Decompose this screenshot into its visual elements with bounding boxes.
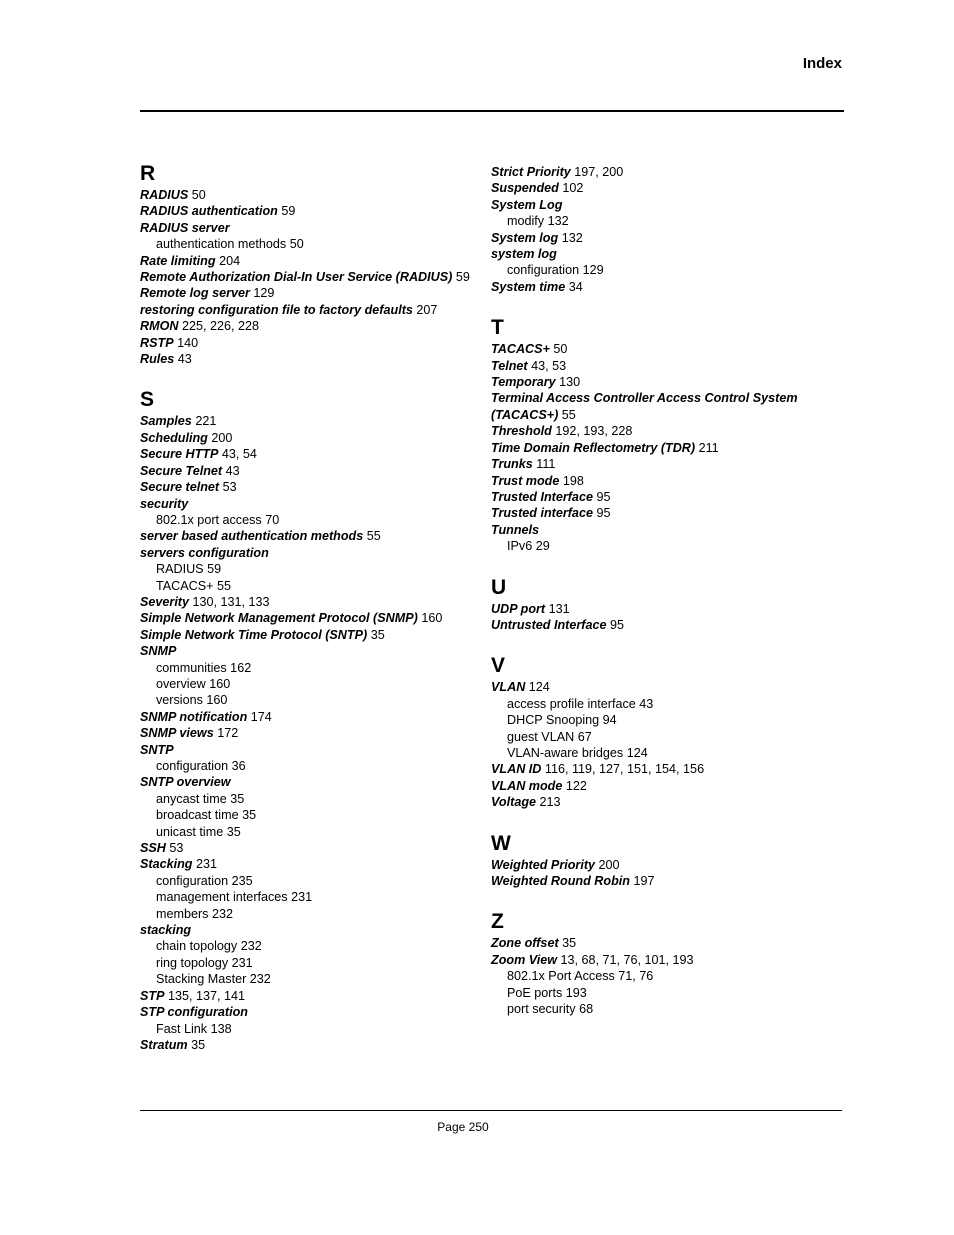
- index-page-numbers: 122: [565, 778, 587, 793]
- index-term: Tunnels: [491, 522, 540, 537]
- index-subentry: configuration 235: [156, 873, 253, 888]
- index-page-numbers: 43, 53: [531, 358, 567, 373]
- index-term: Samples: [140, 414, 192, 429]
- index-entry: [491, 873, 831, 889]
- index-entry: [140, 528, 490, 544]
- index-entry: [140, 1037, 490, 1053]
- index-term: security: [140, 496, 189, 511]
- index-term: VLAN ID: [491, 762, 542, 777]
- index-entry: [140, 988, 490, 1004]
- header-divider: [140, 110, 844, 112]
- index-subentry: guest VLAN 67: [507, 729, 592, 744]
- index-page-numbers: 211: [698, 440, 719, 455]
- index-term: Untrusted Interface: [491, 617, 607, 632]
- index-page-numbers: 13, 68, 71, 76, 101, 193: [560, 952, 694, 967]
- index-entry: [491, 778, 831, 794]
- index-term: Time Domain Reflectometry (TDR): [491, 440, 696, 455]
- index-page-numbers: 172: [217, 726, 239, 741]
- index-subentry: authentication methods 50: [156, 237, 304, 252]
- index-term: Severity: [140, 594, 190, 609]
- index-page-numbers: 213: [539, 795, 561, 810]
- index-page-numbers: 35: [370, 627, 385, 642]
- index-subentry: communities 162: [156, 660, 252, 675]
- index-entry: [491, 794, 831, 810]
- index-entry: [491, 473, 831, 489]
- index-entry: [140, 479, 490, 495]
- index-term: System log: [491, 230, 559, 245]
- index-term: UDP port: [491, 601, 546, 616]
- index-term: Weighted Round Robin: [491, 874, 630, 888]
- index-entry: [491, 761, 831, 777]
- index-page-numbers: 225, 226, 228: [181, 319, 260, 334]
- index-page-numbers: 59: [281, 204, 296, 219]
- index-term: Rules: [140, 352, 175, 367]
- index-entry: [491, 440, 831, 456]
- index-term: SNMP notification: [140, 709, 248, 724]
- index-term: stacking: [140, 923, 192, 938]
- index-term: Trunks: [491, 457, 533, 472]
- index-term: Remote Authorization Dial-In User Service (RADIUS): [140, 270, 453, 285]
- index-page-numbers: 197: [633, 874, 655, 888]
- index-term: System time: [491, 279, 566, 294]
- index-entry: [491, 180, 831, 196]
- index-page-numbers: 55: [366, 529, 381, 544]
- index-page-numbers: 95: [596, 506, 611, 521]
- index-term: STP configuration: [140, 1005, 248, 1020]
- index-subentry: versions 160: [156, 693, 228, 708]
- index-entry: [491, 522, 831, 538]
- index-page-numbers: 116, 119, 127, 151, 154, 156: [544, 762, 705, 777]
- index-page-numbers: 59: [455, 270, 470, 285]
- index-entry: [491, 423, 831, 439]
- index-entry: [491, 489, 831, 505]
- index-term: TACACS+: [491, 342, 550, 357]
- index-entry: [491, 857, 831, 873]
- index-entry: [140, 545, 490, 561]
- index-page-numbers: 198: [562, 473, 584, 488]
- index-entry: [491, 164, 831, 180]
- index-subentry: IPv6 29: [507, 539, 550, 554]
- index-entry: [140, 610, 490, 626]
- section-letter: R: [140, 162, 156, 185]
- index-term: SNTP: [140, 742, 174, 757]
- index-term: system log: [491, 247, 557, 262]
- page-header-title: Index: [802, 55, 842, 72]
- index-page-numbers: 192, 193, 228: [555, 424, 633, 439]
- index-entry: [140, 840, 490, 856]
- index-subentry: management interfaces 231: [156, 890, 313, 905]
- index-entry: [140, 335, 490, 351]
- index-subentry: PoE ports 193: [507, 985, 587, 1000]
- index-term: RSTP: [140, 335, 174, 350]
- index-page-numbers: 43: [225, 463, 240, 478]
- index-page-numbers: 43, 54: [221, 447, 257, 462]
- index-subentry: ring topology 231: [156, 955, 253, 970]
- index-page-numbers: 129: [253, 286, 275, 301]
- index-subentry: broadcast time 35: [156, 808, 257, 823]
- index-page-numbers: 50: [191, 188, 206, 202]
- index-entry: [140, 203, 490, 219]
- index-subentry: TACACS+ 55: [156, 578, 232, 593]
- index-term: Zoom View: [491, 952, 558, 967]
- index-subentry: configuration 129: [507, 263, 604, 278]
- index-entry: [491, 679, 831, 695]
- index-entry: [140, 430, 490, 446]
- index-term: Trusted Interface: [491, 489, 593, 504]
- index-term: Secure Telnet: [140, 463, 223, 478]
- section-letter: V: [491, 654, 506, 678]
- index-subentry: Stacking Master 232: [156, 972, 271, 987]
- index-entry: [491, 197, 831, 213]
- section-letter: T: [491, 316, 504, 340]
- index-subentry: DHCP Snooping 94: [507, 713, 617, 728]
- index-page-numbers: 95: [609, 617, 624, 632]
- index-page-numbers: 50: [553, 342, 568, 357]
- index-term: Telnet: [491, 358, 528, 373]
- index-term: SNMP: [140, 644, 177, 659]
- index-entry: [491, 456, 831, 472]
- index-entry: [491, 341, 831, 357]
- index-term: Secure telnet: [140, 480, 220, 495]
- index-entry: [140, 594, 490, 610]
- index-column-right: [491, 164, 831, 1017]
- index-page-numbers: 174: [250, 709, 272, 724]
- index-term: Simple Network Management Protocol (SNMP): [140, 611, 418, 626]
- index-subentry: modify 132: [507, 214, 569, 229]
- index-term: Stacking: [140, 857, 193, 872]
- index-subentry: Fast Link 138: [156, 1021, 232, 1036]
- index-entry: [140, 627, 490, 643]
- index-term: server based authentication methods: [140, 529, 364, 544]
- index-term: Strict Priority: [491, 165, 571, 179]
- index-page-numbers: 35: [191, 1037, 206, 1052]
- index-term: RADIUS: [140, 188, 189, 202]
- index-page-numbers: 135, 137, 141: [168, 988, 246, 1003]
- index-entry: [140, 643, 490, 659]
- index-entry: [140, 269, 490, 285]
- index-entry: [140, 253, 490, 269]
- index-term: RADIUS server: [140, 220, 230, 235]
- index-term: SNMP views: [140, 726, 214, 741]
- index-entry: [140, 351, 490, 367]
- section-letter: U: [491, 575, 507, 599]
- index-page-numbers: 34: [568, 279, 583, 294]
- page-number: Page 250: [437, 1120, 489, 1134]
- index-term: Temporary: [491, 375, 556, 390]
- index-entry: [140, 742, 490, 758]
- index-entry: [140, 725, 490, 741]
- index-entry: [140, 1004, 490, 1020]
- index-page-numbers: 102: [562, 181, 584, 196]
- index-page-numbers: 160: [421, 611, 443, 626]
- index-term: SSH: [140, 841, 166, 856]
- index-term: VLAN mode: [491, 778, 563, 793]
- index-subentry: access profile interface 43: [507, 696, 654, 711]
- index-page-numbers: 130, 131, 133: [192, 594, 270, 609]
- index-entry: [140, 922, 490, 938]
- index-term: System Log: [491, 197, 563, 212]
- index-term: SNTP overview: [140, 775, 231, 790]
- index-column-left: [140, 163, 490, 1053]
- index-entry: [140, 187, 490, 203]
- index-entry: [140, 318, 490, 334]
- index-page-numbers: 124: [528, 680, 550, 695]
- index-subentry: 802.1x Port Access 71, 76: [507, 969, 654, 984]
- index-term: STP: [140, 988, 165, 1003]
- index-entry: [140, 446, 490, 462]
- index-entry: [491, 230, 831, 246]
- index-entry: [491, 358, 831, 374]
- index-entry: [140, 463, 490, 479]
- index-term: Threshold: [491, 424, 552, 439]
- index-entry: [140, 302, 490, 318]
- index-subentry: chain topology 232: [156, 939, 262, 954]
- index-term: Voltage: [491, 795, 537, 810]
- index-entry: [140, 856, 490, 872]
- index-page-numbers: 43: [177, 352, 192, 367]
- index-entry: [140, 220, 490, 236]
- index-entry: [140, 413, 490, 429]
- index-page-numbers: 53: [169, 841, 184, 856]
- index-page-numbers: 111: [536, 457, 556, 472]
- section-letter: S: [140, 388, 155, 412]
- index-page-numbers: 221: [195, 414, 217, 429]
- index-term: Suspended: [491, 181, 559, 196]
- index-term: Trust mode: [491, 473, 560, 488]
- index-term: VLAN: [491, 680, 526, 695]
- index-term: Weighted Priority: [491, 857, 596, 872]
- index-term: Rate limiting: [140, 253, 216, 268]
- index-entry: [140, 774, 490, 790]
- index-subentry: anycast time 35: [156, 791, 245, 806]
- index-subentry: RADIUS 59: [156, 562, 222, 577]
- index-term: Stratum: [140, 1037, 188, 1052]
- index-page-numbers: 132: [561, 230, 583, 245]
- index-subentry: VLAN-aware bridges 124: [507, 745, 648, 760]
- index-entry: [140, 709, 490, 725]
- index-entry: [491, 601, 831, 617]
- index-page-numbers: 140: [177, 335, 199, 350]
- index-term: Remote log server: [140, 286, 250, 301]
- index-term: Secure HTTP: [140, 447, 219, 462]
- index-entry: [491, 390, 831, 423]
- index-subentry: port security 68: [507, 1002, 594, 1017]
- index-entry: [491, 505, 831, 521]
- index-subentry: configuration 36: [156, 759, 246, 773]
- index-subentry: members 232: [156, 906, 233, 921]
- index-page-numbers: 35: [562, 936, 577, 951]
- index-term: Scheduling: [140, 430, 208, 445]
- index-page-numbers: 95: [596, 489, 611, 504]
- index-subentry: 802.1x port access 70: [156, 512, 280, 527]
- index-page-numbers: 130: [559, 375, 581, 390]
- index-page-numbers: 200: [211, 430, 233, 445]
- section-letter: Z: [491, 910, 504, 934]
- index-term: Zone offset: [491, 936, 559, 951]
- index-page-numbers: 55: [561, 407, 576, 422]
- index-term: restoring configuration file to factory defaults: [140, 302, 413, 317]
- index-entry: [491, 935, 831, 951]
- index-page-numbers: 131: [548, 601, 570, 616]
- section-letter: W: [491, 831, 511, 855]
- index-entry: [491, 617, 831, 633]
- index-entry: [491, 279, 831, 295]
- index-page-numbers: 207: [416, 302, 438, 317]
- index-entry: [491, 246, 831, 262]
- index-entry: [140, 496, 490, 512]
- footer-divider: [140, 1110, 842, 1111]
- index-term: Trusted interface: [491, 506, 593, 521]
- index-term: Simple Network Time Protocol (SNTP): [140, 627, 368, 642]
- index-page-numbers: 204: [219, 253, 241, 268]
- index-term: servers configuration: [140, 545, 269, 560]
- index-page-numbers: 53: [222, 480, 237, 495]
- index-term: RMON: [140, 319, 179, 334]
- index-subentry: unicast time 35: [156, 824, 241, 839]
- index-page-numbers: 200: [598, 857, 620, 872]
- index-entry: [491, 374, 831, 390]
- index-entry: [140, 285, 490, 301]
- index-entry: [491, 952, 831, 968]
- index-term: Terminal Access Controller Access Control System (TACACS+): [491, 391, 798, 422]
- index-page-numbers: 197, 200: [574, 165, 624, 179]
- index-subentry: overview 160: [156, 676, 231, 691]
- index-page-numbers: 231: [196, 857, 218, 872]
- index-term: RADIUS authentication: [140, 204, 278, 219]
